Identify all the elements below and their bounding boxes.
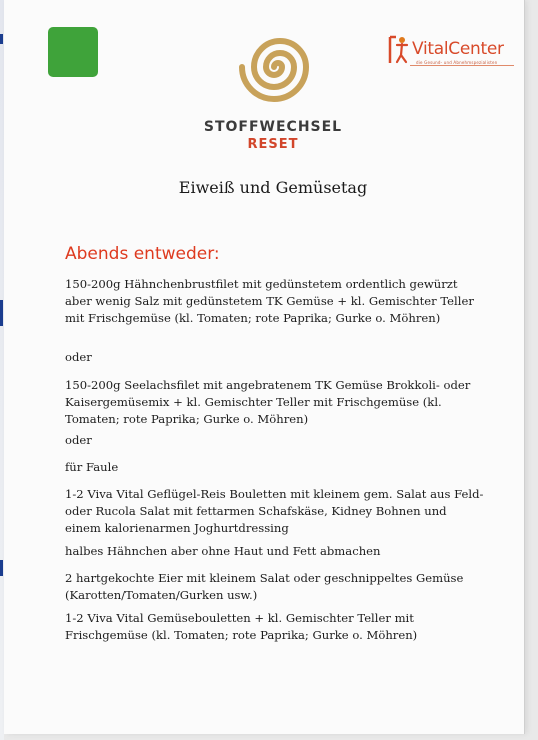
partner-tagline: die Gesund- und Abnehmspezialisten — [416, 60, 498, 65]
meal-option-paragraph: 2 hartgekochte Eier mit kleinem Salat oder geschnippeltes Gemüse (Karotten/Tomaten/Gurken usw.) — [65, 571, 464, 602]
document-sheet — [4, 0, 524, 734]
brand-subtitle: RESET — [247, 137, 299, 152]
meal-option-paragraph: 1-2 Viva Vital Geflügel-Reis Bouletten mit kleinem gem. Salat aus Feld- oder Rucola Salat mit fettarmen Schafskäse, Kidney Bohnen und einem kalorienarmen Joghurtdressing — [65, 487, 484, 535]
partner-name: VitalCenter — [412, 39, 504, 59]
edge-mark — [0, 560, 3, 576]
spiral-logo-icon — [224, 17, 324, 117]
meal-option-paragraph: halbes Hähnchen aber ohne Haut und Fett abmachen — [65, 544, 381, 558]
edge-mark — [0, 300, 3, 326]
separator-text: oder — [65, 433, 92, 447]
green-square-icon — [48, 27, 98, 77]
meal-option-paragraph: 1-2 Viva Vital Gemüsebouletten + kl. Gemischter Teller mit Frischgemüse (kl. Tomaten; rote Paprika; Gurke o. Möhren) — [65, 611, 418, 642]
subheading-text: für Faule — [65, 460, 119, 474]
separator-text: oder — [65, 350, 92, 364]
brand-title: STOFFWECHSEL — [203, 119, 343, 135]
meal-option-paragraph: 150-200g Hähnchenbrustfilet mit gedünstetem ordentlich gewürzt aber wenig Salz mit gedünstetem TK Gemüse + kl. Gemischter Teller mit Frischgemüse (kl. Tomaten; rote Paprika; Gurke o. Möhren) — [65, 277, 474, 325]
partner-underline — [410, 65, 514, 66]
vitalcenter-figure-icon — [388, 33, 410, 65]
section-heading: Abends entweder: — [65, 244, 220, 264]
document-title: Eiweiß und Gemüsetag — [178, 178, 368, 197]
edge-mark — [0, 34, 3, 44]
meal-option-paragraph: 150-200g Seelachsfilet mit angebratenem TK Gemüse Brokkoli- oder Kaisergemüsemix + kl. Gemischter Teller mit Frischgemüse (kl. Tomaten; rote Paprika; Gurke o. Möhren) — [65, 378, 471, 426]
